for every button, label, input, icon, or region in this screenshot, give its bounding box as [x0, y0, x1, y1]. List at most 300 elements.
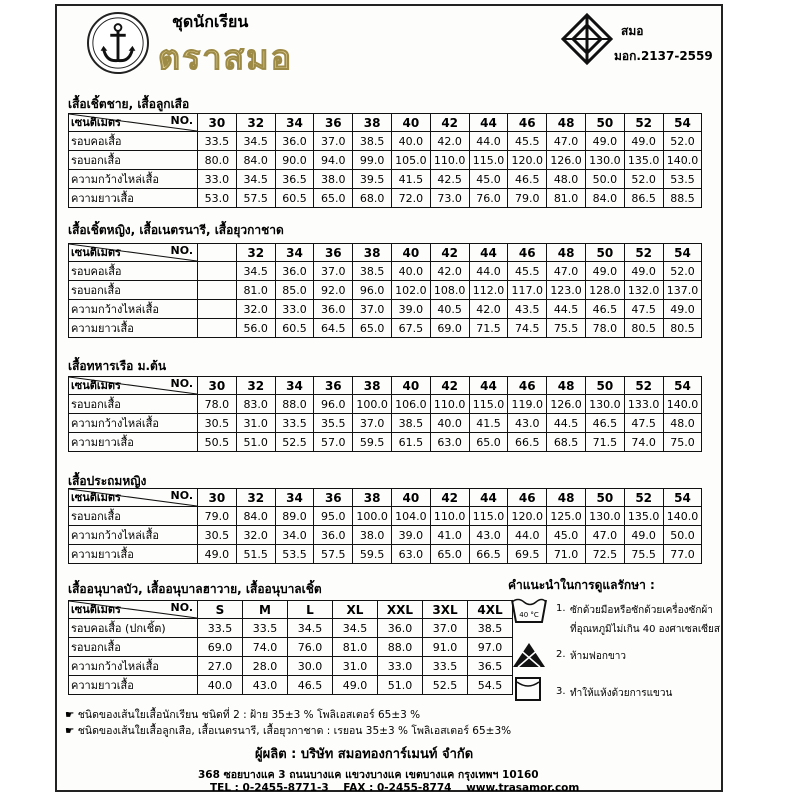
measurement-cell: 86.5 — [624, 189, 663, 208]
measurement-cell: 46.5 — [585, 300, 624, 319]
standard-code: มอก.2137-2559 — [614, 49, 713, 63]
measurement-cell: 88.0 — [275, 395, 314, 414]
measurement-cell — [198, 262, 237, 281]
section-title: เสื้อประถมหญิง — [68, 474, 147, 488]
measurement-cell: 91.0 — [423, 638, 468, 657]
size-header: 36 — [314, 377, 353, 395]
measurement-cell: 36.5 — [275, 170, 314, 189]
measurement-cell: 49.0 — [333, 676, 378, 695]
measurement-cell: 51.0 — [236, 433, 275, 452]
measurement-cell: 32.0 — [236, 526, 275, 545]
table-row — [69, 281, 702, 300]
measurement-cell: 63.0 — [430, 433, 469, 452]
size-table — [68, 243, 702, 338]
measurement-cell: 47.0 — [547, 262, 586, 281]
measurement-cell: 59.5 — [353, 545, 392, 564]
measurement-cell: 32.0 — [236, 300, 275, 319]
measurement-cell: 39.0 — [391, 300, 430, 319]
measurement-cell: 135.0 — [624, 507, 663, 526]
measurement-cell: 33.5 — [275, 414, 314, 433]
unit-label: เซนติเมตร — [71, 491, 121, 504]
measurement-cell: 117.0 — [508, 281, 547, 300]
row-label: รอบอกเสื้อ — [69, 395, 198, 414]
size-header: 30 — [198, 114, 237, 132]
size-header: 48 — [547, 244, 586, 262]
row-label: ความกว้างไหล่เสื้อ — [69, 300, 198, 319]
measurement-cell: 37.0 — [423, 619, 468, 638]
size-header: 54 — [663, 377, 702, 395]
table-row — [69, 507, 702, 526]
measurement-cell: 49.0 — [624, 262, 663, 281]
size-no-label: NO. — [170, 489, 193, 502]
size-header: 36 — [314, 244, 353, 262]
measurement-cell: 37.0 — [353, 300, 392, 319]
measurement-cell — [198, 300, 237, 319]
table-row — [69, 395, 702, 414]
measurement-cell: 75.0 — [663, 433, 702, 452]
measurement-cell: 130.0 — [585, 151, 624, 170]
table-row — [69, 170, 702, 189]
measurement-cell: 47.5 — [624, 300, 663, 319]
measurement-cell: 130.0 — [585, 395, 624, 414]
row-label: รอบคอเสื้อ — [69, 132, 198, 151]
care-item-1-text2: ที่อุณหภูมิไม่เกิน 40 องศาเซลเซียส — [570, 624, 721, 635]
size-header: 54 — [663, 244, 702, 262]
measurement-cell: 68.5 — [547, 433, 586, 452]
measurement-cell: 135.0 — [624, 151, 663, 170]
school-uniform-title: ชุดนักเรียน — [172, 12, 249, 31]
section-title: เสื้ออนุบาลบัว, เสื้ออนุบาลฮาวาย, เสื้ออนุบาลเชิ้ต — [68, 582, 322, 596]
measurement-cell: 33.5 — [198, 132, 237, 151]
measurement-cell: 80.0 — [198, 151, 237, 170]
size-table — [68, 376, 702, 452]
contact-line — [210, 782, 579, 794]
size-header: 32 — [236, 244, 275, 262]
measurement-cell: 81.0 — [547, 189, 586, 208]
table-row — [69, 151, 702, 170]
measurement-cell: 60.5 — [275, 189, 314, 208]
measurement-cell: 43.5 — [508, 300, 547, 319]
row-label: ความยาวเสื้อ — [69, 545, 198, 564]
measurement-cell: 41.5 — [469, 414, 508, 433]
measurement-cell: 46.5 — [585, 414, 624, 433]
table-row — [69, 526, 702, 545]
size-table — [68, 488, 702, 564]
fiber-note-1 — [65, 706, 420, 723]
measurement-cell: 79.0 — [508, 189, 547, 208]
measurement-cell: 69.0 — [430, 319, 469, 338]
measurement-cell: 80.5 — [663, 319, 702, 338]
measurement-cell: 119.0 — [508, 395, 547, 414]
fax: FAX : 0-2455-8774 — [343, 782, 452, 794]
measurement-cell: 72.5 — [585, 545, 624, 564]
size-header: 48 — [547, 114, 586, 132]
row-label: ความยาวเสื้อ — [69, 433, 198, 452]
size-header: 38 — [353, 114, 392, 132]
size-header: 36 — [314, 489, 353, 507]
measurement-cell: 45.5 — [508, 132, 547, 151]
measurement-cell: 97.0 — [468, 638, 513, 657]
table-row — [69, 676, 513, 695]
measurement-cell: 38.5 — [353, 132, 392, 151]
size-header — [198, 244, 237, 262]
measurement-cell: 41.5 — [391, 170, 430, 189]
table-row — [69, 657, 513, 676]
header-corner-cell — [69, 601, 198, 619]
measurement-cell: 47.0 — [585, 526, 624, 545]
size-header: 40 — [391, 114, 430, 132]
measurement-cell: 76.0 — [469, 189, 508, 208]
size-no-label: NO. — [170, 244, 193, 257]
size-header: 34 — [275, 377, 314, 395]
size-header: 32 — [236, 114, 275, 132]
fiber-note-2-text: ชนิดของเส้นใยเสื้อลูกเสือ, เสื้อเนตรนารี, เสื้อยุวกาชาด : เรยอน 35±3 % โพลิเอสเตอร์ 65±3% — [77, 725, 512, 737]
measurement-cell: 45.0 — [547, 526, 586, 545]
measurement-cell: 39.5 — [353, 170, 392, 189]
measurement-cell: 108.0 — [430, 281, 469, 300]
measurement-cell: 42.0 — [430, 132, 469, 151]
measurement-cell: 43.0 — [508, 414, 547, 433]
measurement-cell: 96.0 — [353, 281, 392, 300]
size-header: M — [243, 601, 288, 619]
measurement-cell: 47.0 — [547, 132, 586, 151]
measurement-cell: 38.0 — [353, 526, 392, 545]
measurement-cell: 52.5 — [275, 433, 314, 452]
measurement-cell: 65.0 — [314, 189, 353, 208]
size-header: 50 — [585, 244, 624, 262]
row-label: รอบอกเสื้อ — [69, 281, 198, 300]
table-row — [69, 638, 513, 657]
measurement-cell: 71.0 — [547, 545, 586, 564]
measurement-cell: 106.0 — [391, 395, 430, 414]
measurement-cell: 78.0 — [198, 395, 237, 414]
measurement-cell: 36.0 — [378, 619, 423, 638]
measurement-cell: 39.0 — [391, 526, 430, 545]
brand-name: ตราสมอ — [158, 38, 294, 78]
measurement-cell: 52.5 — [423, 676, 468, 695]
table-row — [69, 619, 513, 638]
measurement-cell: 48.0 — [663, 414, 702, 433]
size-header: 40 — [391, 377, 430, 395]
measurement-cell: 56.0 — [236, 319, 275, 338]
size-header: 38 — [353, 377, 392, 395]
size-header: 48 — [547, 377, 586, 395]
measurement-cell: 120.0 — [508, 507, 547, 526]
size-header: 46 — [508, 377, 547, 395]
measurement-cell: 95.0 — [314, 507, 353, 526]
measurement-cell: 37.0 — [314, 262, 353, 281]
measurement-cell: 40.0 — [391, 132, 430, 151]
pointing-hand-icon: ☛ — [65, 709, 78, 721]
measurement-cell: 30.5 — [198, 526, 237, 545]
measurement-cell: 65.0 — [353, 319, 392, 338]
table-row — [69, 189, 702, 208]
measurement-cell: 75.5 — [624, 545, 663, 564]
unit-label: เซนติเมตร — [71, 246, 121, 259]
svg-text:40 °C: 40 °C — [519, 611, 539, 619]
care-item-1-num: 1. — [556, 603, 566, 614]
size-header: 52 — [624, 244, 663, 262]
measurement-cell: 128.0 — [585, 281, 624, 300]
size-header: 50 — [585, 114, 624, 132]
measurement-cell: 45.0 — [469, 170, 508, 189]
size-header: 40 — [391, 489, 430, 507]
measurement-cell: 126.0 — [547, 151, 586, 170]
measurement-cell: 34.5 — [236, 132, 275, 151]
measurement-cell: 80.5 — [624, 319, 663, 338]
size-header: 34 — [275, 489, 314, 507]
measurement-cell: 110.0 — [430, 507, 469, 526]
table-row — [69, 545, 702, 564]
section-title: เสื้อทหารเรือ ม.ต้น — [68, 359, 167, 373]
no-bleach-icon — [510, 640, 548, 673]
table-row — [69, 132, 702, 151]
measurement-cell: 42.5 — [430, 170, 469, 189]
measurement-cell: 96.0 — [314, 395, 353, 414]
measurement-cell — [198, 281, 237, 300]
header-corner-cell — [69, 244, 198, 262]
measurement-cell: 100.0 — [353, 507, 392, 526]
row-label: ความยาวเสื้อ — [69, 189, 198, 208]
table-row — [69, 433, 702, 452]
measurement-cell: 132.0 — [624, 281, 663, 300]
measurement-cell: 104.0 — [391, 507, 430, 526]
measurement-cell: 53.5 — [663, 170, 702, 189]
header-corner-cell — [69, 114, 198, 132]
measurement-cell: 37.0 — [353, 414, 392, 433]
header-corner-cell — [69, 489, 198, 507]
table-row — [69, 414, 702, 433]
measurement-cell: 68.0 — [353, 189, 392, 208]
measurement-cell: 81.0 — [236, 281, 275, 300]
row-label: ความกว้างไหล่เสื้อ — [69, 170, 198, 189]
size-header: 50 — [585, 377, 624, 395]
measurement-cell: 38.0 — [314, 170, 353, 189]
measurement-cell: 125.0 — [547, 507, 586, 526]
maker-line: ผู้ผลิต : บริษัท สมอทองการ์เมนท์ จำกัด — [255, 747, 474, 762]
measurement-cell: 77.0 — [663, 545, 702, 564]
measurement-cell: 110.0 — [430, 395, 469, 414]
measurement-cell: 84.0 — [585, 189, 624, 208]
measurement-cell: 43.0 — [243, 676, 288, 695]
measurement-cell: 78.0 — [585, 319, 624, 338]
measurement-cell: 30.5 — [198, 414, 237, 433]
measurement-cell: 92.0 — [314, 281, 353, 300]
measurement-cell: 115.0 — [469, 151, 508, 170]
size-header: 54 — [663, 114, 702, 132]
size-table — [68, 113, 702, 208]
measurement-cell: 140.0 — [663, 507, 702, 526]
size-header: 42 — [430, 114, 469, 132]
standard-label: สมอ — [621, 24, 644, 38]
size-header: XL — [333, 601, 378, 619]
measurement-cell: 49.0 — [585, 262, 624, 281]
measurement-cell: 83.0 — [236, 395, 275, 414]
measurement-cell: 34.5 — [288, 619, 333, 638]
tel: TEL : 0-2455-8771-3 — [210, 782, 329, 794]
row-label: รอบคอเสื้อ (ปกเชิ้ต) — [69, 619, 198, 638]
row-label: ความยาวเสื้อ — [69, 319, 198, 338]
measurement-cell: 33.0 — [198, 170, 237, 189]
size-header: 46 — [508, 114, 547, 132]
measurement-cell: 89.0 — [275, 507, 314, 526]
measurement-cell: 37.0 — [314, 132, 353, 151]
measurement-cell: 51.5 — [236, 545, 275, 564]
measurement-cell: 49.0 — [663, 300, 702, 319]
measurement-cell: 88.0 — [378, 638, 423, 657]
header-corner-cell — [69, 377, 198, 395]
size-no-label: NO. — [170, 601, 193, 614]
size-header: 44 — [469, 489, 508, 507]
wash-40-icon — [510, 596, 548, 629]
size-header: 34 — [275, 244, 314, 262]
size-header: 42 — [430, 489, 469, 507]
measurement-cell: 73.0 — [430, 189, 469, 208]
measurement-cell: 49.0 — [624, 132, 663, 151]
size-header: 54 — [663, 489, 702, 507]
measurement-cell: 57.0 — [314, 433, 353, 452]
measurement-cell: 38.5 — [391, 414, 430, 433]
table-row — [69, 319, 702, 338]
measurement-cell: 44.0 — [469, 262, 508, 281]
measurement-cell: 51.0 — [378, 676, 423, 695]
size-header: 50 — [585, 489, 624, 507]
measurement-cell: 40.0 — [198, 676, 243, 695]
measurement-cell: 115.0 — [469, 395, 508, 414]
measurement-cell: 60.5 — [275, 319, 314, 338]
fiber-note-1-text: ชนิดของเส้นใยเสื้อนักเรียน ชนิดที่ 2 : ฝ้าย 35±3 % โพลิเอสเตอร์ 65±3 % — [77, 709, 421, 721]
measurement-cell: 99.0 — [353, 151, 392, 170]
size-header: S — [198, 601, 243, 619]
measurement-cell: 110.0 — [430, 151, 469, 170]
measurement-cell: 137.0 — [663, 281, 702, 300]
measurement-cell: 27.0 — [198, 657, 243, 676]
measurement-cell: 50.5 — [198, 433, 237, 452]
measurement-cell: 45.5 — [508, 262, 547, 281]
measurement-cell: 133.0 — [624, 395, 663, 414]
measurement-cell: 34.5 — [236, 170, 275, 189]
measurement-cell: 64.5 — [314, 319, 353, 338]
size-header: 44 — [469, 377, 508, 395]
measurement-cell — [198, 319, 237, 338]
measurement-cell: 30.0 — [288, 657, 333, 676]
size-header: 42 — [430, 244, 469, 262]
measurement-cell: 76.0 — [288, 638, 333, 657]
address-line: 368 ซอยบางแค 3 ถนนบางแค แขวงบางแค เขตบางแค กรุงเทพฯ 10160 — [198, 769, 539, 781]
measurement-cell: 38.5 — [353, 262, 392, 281]
size-no-label: NO. — [170, 377, 193, 390]
measurement-cell: 50.0 — [663, 526, 702, 545]
measurement-cell: 33.0 — [275, 300, 314, 319]
size-header: 3XL — [423, 601, 468, 619]
measurement-cell: 61.5 — [391, 433, 430, 452]
measurement-cell: 85.0 — [275, 281, 314, 300]
measurement-cell: 130.0 — [585, 507, 624, 526]
size-header: 38 — [353, 489, 392, 507]
measurement-cell: 123.0 — [547, 281, 586, 300]
measurement-cell: 71.5 — [469, 319, 508, 338]
row-label: ความยาวเสื้อ — [69, 676, 198, 695]
measurement-cell: 100.0 — [353, 395, 392, 414]
measurement-cell: 57.5 — [236, 189, 275, 208]
measurement-cell: 120.0 — [508, 151, 547, 170]
measurement-cell: 48.0 — [547, 170, 586, 189]
measurement-cell: 38.5 — [468, 619, 513, 638]
measurement-cell: 88.5 — [663, 189, 702, 208]
size-header: 32 — [236, 377, 275, 395]
size-header: 30 — [198, 489, 237, 507]
size-header: L — [288, 601, 333, 619]
measurement-cell: 40.0 — [391, 262, 430, 281]
measurement-cell: 84.0 — [236, 151, 275, 170]
measurement-cell: 140.0 — [663, 151, 702, 170]
website: www.trasamor.com — [466, 782, 580, 794]
measurement-cell: 72.0 — [391, 189, 430, 208]
measurement-cell: 71.5 — [585, 433, 624, 452]
measurement-cell: 66.5 — [508, 433, 547, 452]
size-no-label: NO. — [170, 114, 193, 127]
row-label: ความกว้างไหล่เสื้อ — [69, 657, 198, 676]
size-header: 52 — [624, 114, 663, 132]
care-item-3-num: 3. — [556, 686, 566, 697]
measurement-cell: 74.0 — [243, 638, 288, 657]
size-header: 52 — [624, 489, 663, 507]
measurement-cell: 40.0 — [430, 414, 469, 433]
care-item-2-text: ห้ามฟอกขาว — [570, 651, 627, 662]
measurement-cell: 90.0 — [275, 151, 314, 170]
measurement-cell: 49.0 — [198, 545, 237, 564]
care-item-1-text: ซักด้วยมือหรือซักด้วยเครื่องซักผ้า — [570, 605, 713, 616]
measurement-cell: 34.0 — [275, 526, 314, 545]
measurement-cell: 67.5 — [391, 319, 430, 338]
anchor-logo — [87, 12, 149, 74]
size-header: 34 — [275, 114, 314, 132]
care-item-3-text: ทำให้แห้งด้วยการแขวน — [570, 688, 673, 699]
measurement-cell: 66.5 — [469, 545, 508, 564]
measurement-cell: 46.5 — [288, 676, 333, 695]
size-table — [68, 600, 513, 695]
measurement-cell: 36.0 — [314, 526, 353, 545]
measurement-cell: 33.0 — [378, 657, 423, 676]
size-header: 52 — [624, 377, 663, 395]
row-label: ความกว้างไหล่เสื้อ — [69, 526, 198, 545]
row-label: ความกว้างไหล่เสื้อ — [69, 414, 198, 433]
unit-label: เซนติเมตร — [71, 603, 121, 616]
measurement-cell: 52.0 — [624, 170, 663, 189]
measurement-cell: 65.0 — [430, 545, 469, 564]
size-header: 36 — [314, 114, 353, 132]
measurement-cell: 36.0 — [275, 262, 314, 281]
measurement-cell: 31.0 — [333, 657, 378, 676]
measurement-cell: 28.0 — [243, 657, 288, 676]
measurement-cell: 84.0 — [236, 507, 275, 526]
unit-label: เซนติเมตร — [71, 116, 121, 129]
section-title: เสื้อเชิ้ตหญิง, เสื้อเนตรนารี, เสื้อยุวกาชาด — [68, 223, 284, 237]
measurement-cell: 115.0 — [469, 507, 508, 526]
fiber-note-2 — [65, 722, 511, 739]
measurement-cell: 44.5 — [547, 300, 586, 319]
tis-standard-icon — [560, 12, 614, 66]
measurement-cell: 41.0 — [430, 526, 469, 545]
measurement-cell: 47.5 — [624, 414, 663, 433]
measurement-cell: 46.5 — [508, 170, 547, 189]
measurement-cell: 105.0 — [391, 151, 430, 170]
measurement-cell: 33.5 — [423, 657, 468, 676]
measurement-cell: 36.0 — [275, 132, 314, 151]
measurement-cell: 53.0 — [198, 189, 237, 208]
pointing-hand-icon: ☛ — [65, 725, 78, 737]
measurement-cell: 74.5 — [508, 319, 547, 338]
